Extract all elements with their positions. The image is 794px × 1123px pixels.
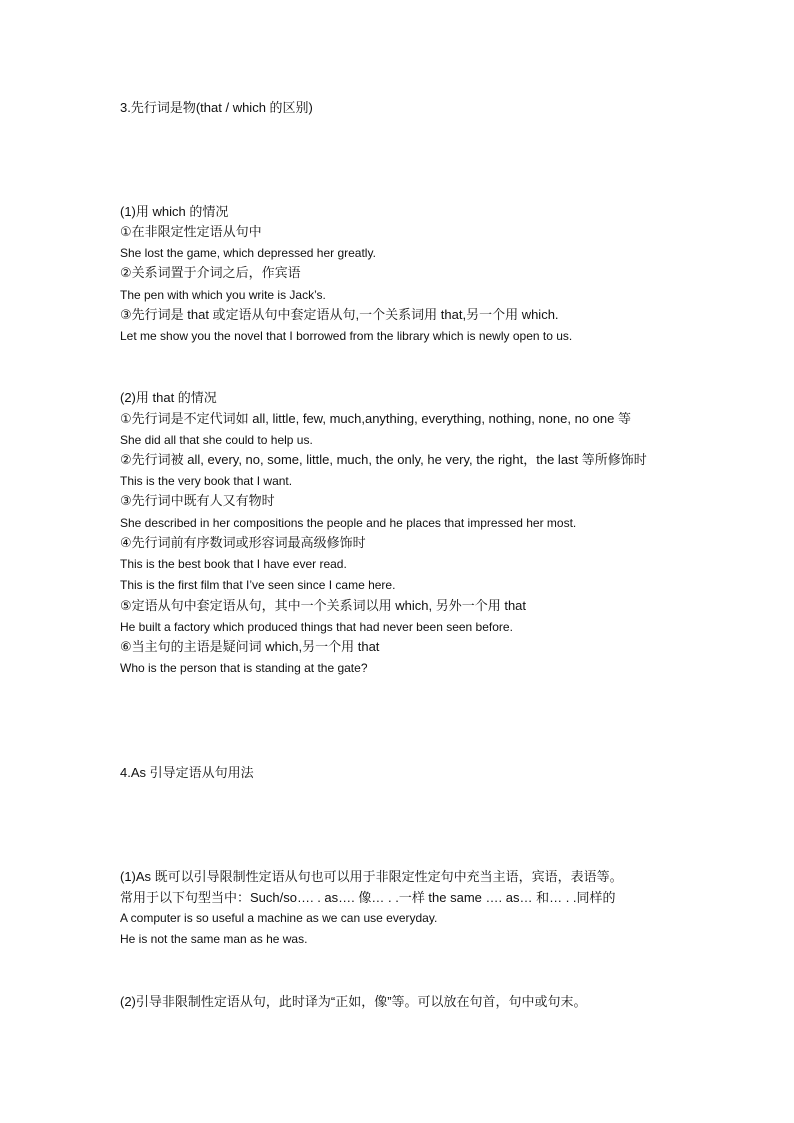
which-case-1-rule: ①在非限定性定语从句中 [120, 224, 262, 239]
section-4-heading: 4.As 引导定语从句用法 [120, 765, 254, 780]
which-case-1-example: She lost the game, which depressed her greatly. [120, 246, 376, 260]
as-part-1-rule-line-1: (1)As 既可以引导限制性定语从句也可以用于非限定性定句中充当主语，宾语，表语等。 [120, 869, 623, 884]
that-case-1-example: She did all that she could to help us. [120, 433, 313, 447]
that-case-5-example: He built a factory which produced things that had never been seen before. [120, 620, 513, 634]
as-part-1-example-2: He is not the same man as he was. [120, 932, 308, 946]
as-part-1-rule-line-2: 常用于以下句型当中：Such/so…. . as…. 像… . .一样 the same …. as… 和… . .同样的 [120, 890, 616, 905]
as-part-1-example-1: A computer is so useful a machine as we can use everyday. [120, 911, 438, 925]
that-case-4-example-2: This is the first film that I’ve seen since I came here. [120, 578, 396, 592]
that-cases-title: (2)用 that 的情况 [120, 390, 217, 405]
that-case-2-example: This is the very book that I want. [120, 474, 293, 488]
section-3-heading: 3.先行词是物(that / which 的区别) [120, 100, 313, 115]
that-case-6-rule: ⑥当主句的主语是疑问词 which,另一个用 that [120, 639, 380, 654]
that-case-1-rule: ①先行词是不定代词如 all, little, few, much,anything, everything, nothing, none, no one 等 [120, 411, 631, 426]
that-case-2-rule: ②先行词被 all, every, no, some, little, much, the only, he very, the right，the last 等所修饰时 [120, 452, 647, 467]
as-part-2-rule: (2)引导非限制性定语从句，此时译为“正如，像”等。可以放在句首，句中或句末。 [120, 994, 587, 1009]
which-cases-title: (1)用 which 的情况 [120, 204, 229, 219]
which-case-3-example: Let me show you the novel that I borrowed from the library which is newly open to us. [120, 329, 573, 343]
that-case-3-rule: ③先行词中既有人又有物时 [120, 493, 275, 508]
which-case-2-rule: ②关系词置于介词之后，作宾语 [120, 265, 301, 280]
that-case-4-example-1: This is the best book that I have ever read. [120, 557, 347, 571]
which-case-2-example: The pen with which you write is Jack’s. [120, 288, 326, 302]
which-case-3-rule: ③先行词是 that 或定语从句中套定语从句,一个关系词用 that,另一个用 which. [120, 307, 559, 322]
that-case-5-rule: ⑤定语从句中套定语从句，其中一个关系词以用 which, 另外一个用 that [120, 598, 527, 613]
that-case-3-example: She described in her compositions the people and he places that impressed her most. [120, 516, 577, 530]
that-case-6-example: Who is the person that is standing at the gate? [120, 661, 368, 675]
that-case-4-rule: ④先行词前有序数词或形容词最高级修饰时 [120, 535, 366, 550]
